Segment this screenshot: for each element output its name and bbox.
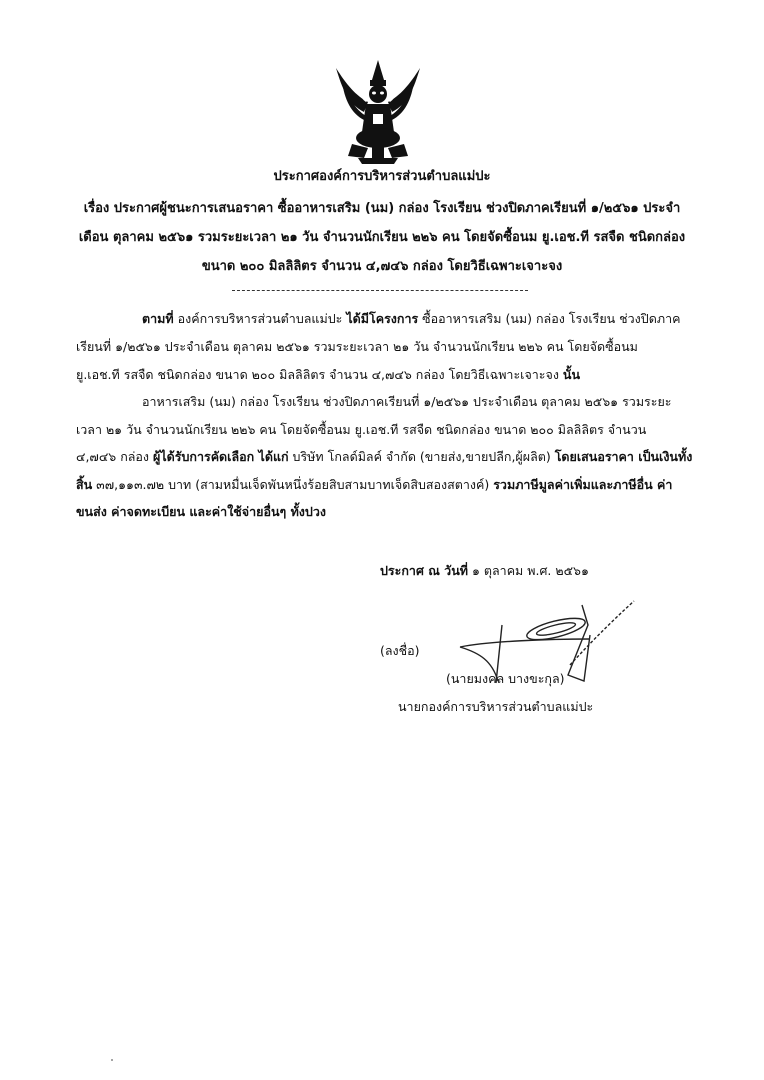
paragraph-1-text: องค์การบริหารส่วนตำบลแม่ปะ	[173, 311, 347, 326]
garuda-emblem-icon	[328, 58, 428, 166]
signer-position: นายกองค์การบริหารส่วนตำบลแม่ปะ	[398, 699, 594, 714]
paragraph-2-line-4	[76, 476, 672, 494]
paragraph-2-line-5: ขนส่ง ค่าจดทะเบียน และค่าใช้จ่ายอื่นๆ ทั้งปวง	[76, 504, 326, 519]
paragraph-2-line-3	[76, 448, 692, 466]
paragraph-1-bold: ได้มีโครงการ	[346, 311, 419, 326]
subject-line-3: ขนาด ๒๐๐ มิลลิลิตร จำนวน ๔,๗๔๖ กล่อง โดยวิธีเฉพาะเจาะจง	[201, 259, 563, 274]
date-value: ๑ ตุลาคม พ.ศ. ๒๕๖๑	[471, 563, 589, 578]
signer-name: (นายมงคล บางขะกุล)	[446, 671, 565, 686]
tax-note: รวมภาษีมูลค่าเพิ่มและภาษีอื่น ค่า	[493, 477, 673, 492]
total-label: สิ้น	[76, 477, 93, 492]
subject-line-1: เรื่อง ประกาศผู้ชนะการเสนอราคา ซื้ออาหารเสริม (นม) กล่อง โรงเรียน ช่วงปิดภาคเรียนที่ ๑/๒๕๖๑ ประจำ	[83, 201, 681, 216]
vendor-name: บริษัท โกลด์มิลค์ จำกัด (ขายส่ง,ขายปลีก,ผู้ผลิต)	[288, 449, 555, 464]
paragraph-1-line-1	[142, 310, 680, 328]
paragraph-2-quantity: ๔,๗๔๖ กล่อง	[76, 449, 154, 464]
paragraph-2-line-2: เวลา ๒๑ วัน จำนวนนักเรียน ๒๒๖ คน โดยจัดซื้อนม ยู.เอช.ที รสจืด ชนิดกล่อง ขนาด ๒๐๐ มิลลิลิตร จำนวน	[76, 422, 647, 437]
bid-amount-label: โดยเสนอราคา เป็นเงินทั้ง	[554, 449, 693, 464]
selected-vendor-label: ผู้ได้รับการคัดเลือก ได้แก่	[153, 449, 289, 464]
paragraph-1-line-3-end: นั้น	[562, 367, 580, 382]
date-label: ประกาศ ณ วันที่	[380, 563, 468, 578]
paragraph-1-line-3	[76, 366, 580, 384]
subject-line-2: เดือน ตุลาคม ๒๕๖๑ รวมระยะเวลา ๒๑ วัน จำนวนนักเรียน ๒๒๖ คน โดยจัดซื้อนม ยู.เอช.ที รสจืด ชนิดกล่อง	[78, 230, 686, 245]
paragraph-1-lead: ตามที่	[142, 311, 174, 326]
paragraph-1-text-end: ซื้ออาหารเสริม (นม) กล่อง โรงเรียน ช่วงปิดภาค	[418, 311, 681, 326]
document-title: ประกาศองค์การบริหารส่วนตำบลแม่ปะ	[273, 169, 491, 184]
total-amount: ๓๗,๑๑๓.๗๒ บาท (สามหมื่นเจ็ดพันหนึ่งร้อยสิบสามบาทเจ็ดสิบสองสตางค์)	[92, 477, 494, 492]
paragraph-1-line-2: เรียนที่ ๑/๒๕๖๑ ประจำเดือน ตุลาคม ๒๕๖๑ รวมระยะเวลา ๒๑ วัน จำนวนนักเรียน ๒๒๖ คน โดยจัดซื้อนม	[76, 339, 638, 354]
sign-label: (ลงชื่อ)	[380, 643, 420, 658]
announcement-date	[380, 562, 589, 580]
scan-speck	[111, 1059, 113, 1061]
section-divider	[232, 290, 528, 291]
paragraph-1-line-3-text: ยู.เอช.ที รสจืด ชนิดกล่อง ขนาด ๒๐๐ มิลลิลิตร จำนวน ๔,๗๔๖ กล่อง โดยวิธีเฉพาะเจาะจง	[76, 367, 563, 382]
paragraph-2-line-1: อาหารเสริม (นม) กล่อง โรงเรียน ช่วงปิดภาคเรียนที่ ๑/๒๕๖๑ ประจำเดือน ตุลาคม ๒๕๖๑ รวมระยะ	[142, 394, 672, 409]
